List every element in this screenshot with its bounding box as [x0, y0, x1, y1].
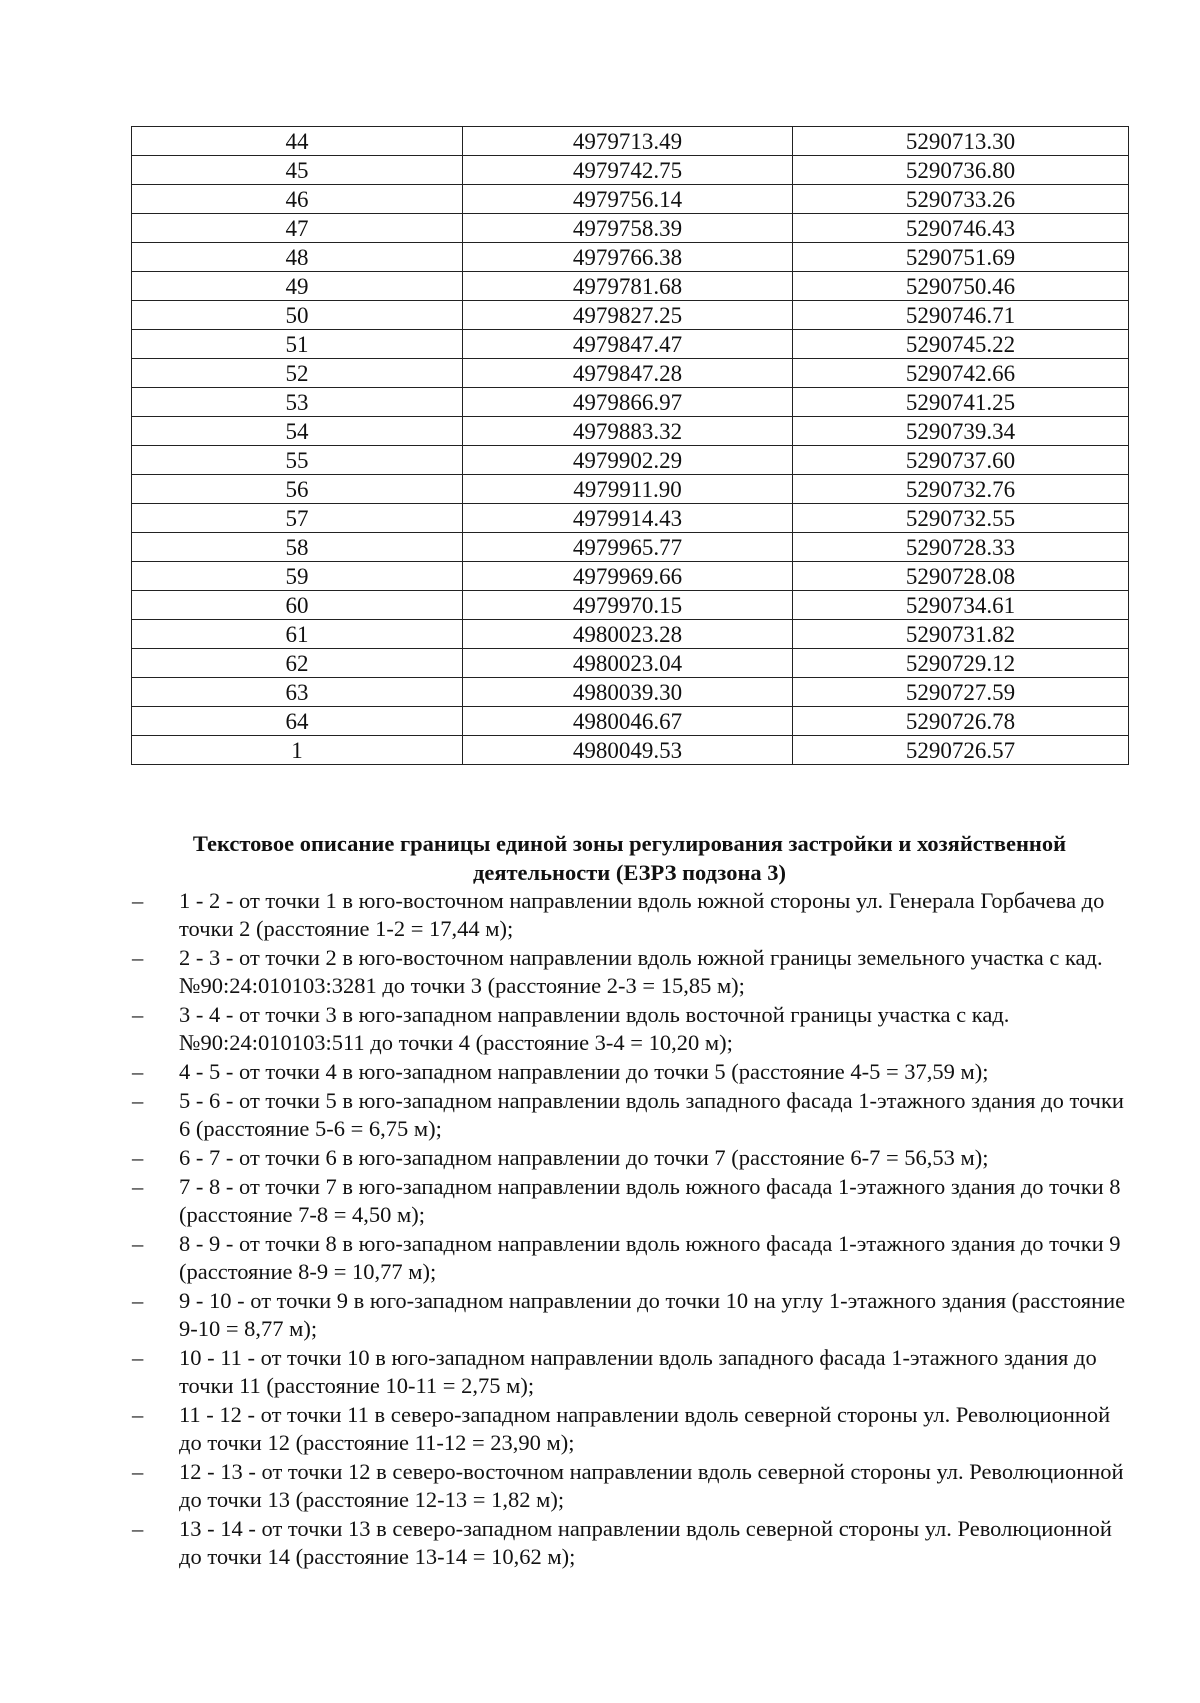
x-coordinate-cell: 4979756.14 [463, 185, 793, 214]
x-coordinate-cell: 4979847.47 [463, 330, 793, 359]
list-item-text: 8 - 9 - от точки 8 в юго-западном направлении вдоль южного фасада 1-этажного здания до точки 9 (расстояние 8-9 = 10,77 м); [179, 1231, 1121, 1284]
x-coordinate-cell: 4979847.28 [463, 359, 793, 388]
x-coordinate-cell: 4980049.53 [463, 736, 793, 765]
x-coordinate-cell: 4979965.77 [463, 533, 793, 562]
coordinates-table [131, 126, 1129, 765]
list-item [132, 1230, 1132, 1286]
list-item-text: 5 - 6 - от точки 5 в юго-западном направлении вдоль западного фасада 1-этажного здания до точки 6 (расстояние 5-6 = 6,75 м); [179, 1088, 1124, 1141]
x-coordinate-cell: 4979742.75 [463, 156, 793, 185]
list-bullet: – [132, 1231, 144, 1256]
list-bullet: – [132, 1402, 144, 1427]
point-number-cell: 49 [132, 272, 463, 301]
list-bullet: – [132, 1516, 144, 1541]
list-item [132, 1401, 1132, 1457]
y-coordinate-cell: 5290746.71 [793, 301, 1129, 330]
list-item-text: 13 - 14 - от точки 13 в северо-западном направлении вдоль северной стороны ул. Революционной до точки 14 (расстояние 13-14 = 10,62 м); [179, 1516, 1112, 1569]
y-coordinate-cell: 5290713.30 [793, 127, 1129, 156]
point-number-cell: 46 [132, 185, 463, 214]
point-number-cell: 45 [132, 156, 463, 185]
y-coordinate-cell: 5290733.26 [793, 185, 1129, 214]
list-bullet: – [132, 1345, 144, 1370]
x-coordinate-cell: 4979970.15 [463, 591, 793, 620]
table-row [132, 301, 1129, 330]
list-bullet: – [132, 1174, 144, 1199]
x-coordinate-cell: 4979758.39 [463, 214, 793, 243]
point-number-cell: 62 [132, 649, 463, 678]
list-item-text: 2 - 3 - от точки 2 в юго-восточном направлении вдоль южной границы земельного участка с кад. №90:24:010103:3281 до точки 3 (расстояние 2-3 = 15,85 м); [179, 945, 1103, 998]
list-bullet: – [132, 1145, 144, 1170]
table-row [132, 707, 1129, 736]
x-coordinate-cell: 4979914.43 [463, 504, 793, 533]
y-coordinate-cell: 5290729.12 [793, 649, 1129, 678]
list-item-text: 6 - 7 - от точки 6 в юго-западном направлении до точки 7 (расстояние 6-7 = 56,53 м); [179, 1145, 989, 1170]
point-number-cell: 58 [132, 533, 463, 562]
y-coordinate-cell: 5290728.08 [793, 562, 1129, 591]
table-row [132, 156, 1129, 185]
x-coordinate-cell: 4979766.38 [463, 243, 793, 272]
point-number-cell: 55 [132, 446, 463, 475]
list-item-text: 7 - 8 - от точки 7 в юго-западном направлении вдоль южного фасада 1-этажного здания до точки 8 (расстояние 7-8 = 4,50 м); [179, 1174, 1121, 1227]
coordinates-table-body [132, 127, 1129, 765]
y-coordinate-cell: 5290750.46 [793, 272, 1129, 301]
table-row [132, 591, 1129, 620]
x-coordinate-cell: 4979866.97 [463, 388, 793, 417]
list-bullet: – [132, 1288, 144, 1313]
x-coordinate-cell: 4979713.49 [463, 127, 793, 156]
y-coordinate-cell: 5290751.69 [793, 243, 1129, 272]
x-coordinate-cell: 4979969.66 [463, 562, 793, 591]
y-coordinate-cell: 5290741.25 [793, 388, 1129, 417]
list-item [132, 944, 1132, 1000]
list-item [132, 1144, 1132, 1172]
table-row [132, 678, 1129, 707]
point-number-cell: 61 [132, 620, 463, 649]
y-coordinate-cell: 5290726.57 [793, 736, 1129, 765]
y-coordinate-cell: 5290732.55 [793, 504, 1129, 533]
point-number-cell: 44 [132, 127, 463, 156]
x-coordinate-cell: 4979902.29 [463, 446, 793, 475]
x-coordinate-cell: 4979781.68 [463, 272, 793, 301]
y-coordinate-cell: 5290746.43 [793, 214, 1129, 243]
list-item-text: 1 - 2 - от точки 1 в юго-восточном направлении вдоль южной стороны ул. Генерала Горбачева до точки 2 (расстояние 1-2 = 17,44 м); [179, 888, 1105, 941]
point-number-cell: 50 [132, 301, 463, 330]
table-row [132, 620, 1129, 649]
y-coordinate-cell: 5290736.80 [793, 156, 1129, 185]
x-coordinate-cell: 4980023.28 [463, 620, 793, 649]
point-number-cell: 48 [132, 243, 463, 272]
x-coordinate-cell: 4980023.04 [463, 649, 793, 678]
table-row [132, 359, 1129, 388]
point-number-cell: 63 [132, 678, 463, 707]
list-item-text: 11 - 12 - от точки 11 в северо-западном направлении вдоль северной стороны ул. Революционной до точки 12 (расстояние 11-12 = 23,90 м); [179, 1402, 1111, 1455]
list-item [132, 1087, 1132, 1143]
y-coordinate-cell: 5290745.22 [793, 330, 1129, 359]
y-coordinate-cell: 5290734.61 [793, 591, 1129, 620]
table-row [132, 127, 1129, 156]
list-item-text: 9 - 10 - от точки 9 в юго-западном направлении до точки 10 на углу 1-этажного здания (расстояние 9-10 = 8,77 м); [179, 1288, 1126, 1341]
point-number-cell: 54 [132, 417, 463, 446]
x-coordinate-cell: 4980039.30 [463, 678, 793, 707]
point-number-cell: 56 [132, 475, 463, 504]
table-row [132, 649, 1129, 678]
point-number-cell: 1 [132, 736, 463, 765]
boundary-description-list [132, 887, 1132, 1572]
list-item [132, 887, 1132, 943]
list-item [132, 1344, 1132, 1400]
table-row [132, 533, 1129, 562]
table-row [132, 185, 1129, 214]
list-item-text: 10 - 11 - от точки 10 в юго-западном направлении вдоль западного фасада 1-этажного здания до точки 11 (расстояние 10-11 = 2,75 м); [179, 1345, 1097, 1398]
y-coordinate-cell: 5290731.82 [793, 620, 1129, 649]
y-coordinate-cell: 5290737.60 [793, 446, 1129, 475]
x-coordinate-cell: 4979827.25 [463, 301, 793, 330]
list-bullet: – [132, 1059, 144, 1084]
table-row [132, 272, 1129, 301]
table-row [132, 243, 1129, 272]
y-coordinate-cell: 5290728.33 [793, 533, 1129, 562]
list-item [132, 1287, 1132, 1343]
point-number-cell: 53 [132, 388, 463, 417]
table-row [132, 475, 1129, 504]
list-item [132, 1058, 1132, 1086]
x-coordinate-cell: 4979883.32 [463, 417, 793, 446]
list-item-text: 3 - 4 - от точки 3 в юго-западном направлении вдоль восточной границы участка с кад. №90:24:010103:511 до точки 4 (расстояние 3-4 = 10,20 м); [179, 1002, 1010, 1055]
y-coordinate-cell: 5290726.78 [793, 707, 1129, 736]
list-item-text: 4 - 5 - от точки 4 в юго-западном направлении до точки 5 (расстояние 4-5 = 37,59 м); [179, 1059, 989, 1084]
table-row [132, 446, 1129, 475]
y-coordinate-cell: 5290732.76 [793, 475, 1129, 504]
list-item [132, 1001, 1132, 1057]
table-row [132, 562, 1129, 591]
x-coordinate-cell: 4979911.90 [463, 475, 793, 504]
point-number-cell: 51 [132, 330, 463, 359]
point-number-cell: 57 [132, 504, 463, 533]
list-item [132, 1458, 1132, 1514]
point-number-cell: 60 [132, 591, 463, 620]
y-coordinate-cell: 5290739.34 [793, 417, 1129, 446]
table-row [132, 330, 1129, 359]
table-row [132, 417, 1129, 446]
list-bullet: – [132, 1002, 144, 1027]
y-coordinate-cell: 5290742.66 [793, 359, 1129, 388]
table-row [132, 388, 1129, 417]
point-number-cell: 59 [132, 562, 463, 591]
list-item-text: 12 - 13 - от точки 12 в северо-восточном направлении вдоль северной стороны ул. Революционной до точки 13 (расстояние 12-13 = 1,82 м); [179, 1459, 1124, 1512]
point-number-cell: 64 [132, 707, 463, 736]
table-row [132, 504, 1129, 533]
table-row [132, 214, 1129, 243]
point-number-cell: 52 [132, 359, 463, 388]
x-coordinate-cell: 4980046.67 [463, 707, 793, 736]
list-bullet: – [132, 1459, 144, 1484]
table-row [132, 736, 1129, 765]
list-bullet: – [132, 888, 144, 913]
point-number-cell: 47 [132, 214, 463, 243]
list-item [132, 1173, 1132, 1229]
y-coordinate-cell: 5290727.59 [793, 678, 1129, 707]
list-item [132, 1515, 1132, 1571]
description-title: Текстовое описание границы единой зоны регулирования застройки и хозяйственной деятельности (ЕЗРЗ подзона 3) [192, 831, 1067, 885]
list-bullet: – [132, 945, 144, 970]
list-bullet: – [132, 1088, 144, 1113]
